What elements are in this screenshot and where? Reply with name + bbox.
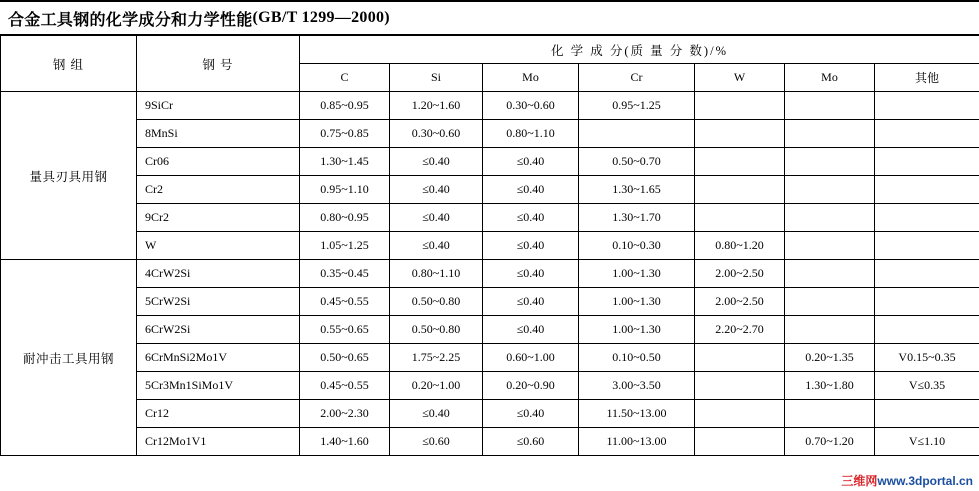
cell-mo-1: ≤0.40 (483, 400, 579, 428)
header-element-mo-2: Mo (785, 64, 875, 92)
table-row (1, 428, 979, 456)
header-chemical-composition: 化 学 成 分(质 量 分 数)/% (300, 36, 979, 64)
cell-mo-2 (785, 92, 875, 120)
cell-mo-1: ≤0.40 (483, 288, 579, 316)
table-row (1, 344, 979, 372)
cell-si: 1.20~1.60 (390, 92, 483, 120)
cell-mo-1: ≤0.40 (483, 260, 579, 288)
cell-w (695, 204, 785, 232)
cell-si: ≤0.40 (390, 176, 483, 204)
cell-other (875, 204, 979, 232)
cell-si: ≤0.40 (390, 232, 483, 260)
cell-w (695, 176, 785, 204)
cell-mo-2: 0.70~1.20 (785, 428, 875, 456)
cell-c: 0.45~0.55 (300, 288, 390, 316)
header-element-si: Si (390, 64, 483, 92)
cell-w: 2.00~2.50 (695, 288, 785, 316)
cell-c: 0.35~0.45 (300, 260, 390, 288)
cell-cr: 1.00~1.30 (579, 316, 695, 344)
cell-grade: 9Cr2 (137, 204, 300, 232)
cell-si: 0.50~0.80 (390, 316, 483, 344)
cell-grade: 5CrW2Si (137, 288, 300, 316)
cell-grade: Cr06 (137, 148, 300, 176)
watermark-blue-text: www.3dportal.cn (877, 474, 973, 488)
watermark (841, 472, 973, 489)
table-row (1, 232, 979, 260)
header-element-w: W (695, 64, 785, 92)
table-row (1, 400, 979, 428)
section-label-measuring-cutting-tools: 量具刃具用钢 (1, 92, 137, 260)
cell-mo-2: 1.30~1.80 (785, 372, 875, 400)
cell-other (875, 176, 979, 204)
table-row (1, 92, 979, 120)
cell-mo-2 (785, 204, 875, 232)
header-element-cr: Cr (579, 64, 695, 92)
cell-mo-2 (785, 400, 875, 428)
cell-cr: 0.10~0.30 (579, 232, 695, 260)
cell-c: 0.55~0.65 (300, 316, 390, 344)
cell-other: V≤1.10 (875, 428, 979, 456)
cell-other (875, 92, 979, 120)
table-row (1, 120, 979, 148)
cell-w (695, 428, 785, 456)
cell-c: 0.45~0.55 (300, 372, 390, 400)
cell-other (875, 288, 979, 316)
cell-cr: 11.00~13.00 (579, 428, 695, 456)
cell-c: 0.95~1.10 (300, 176, 390, 204)
table-row (1, 288, 979, 316)
cell-cr: 1.00~1.30 (579, 260, 695, 288)
cell-grade: 6CrMnSi2Mo1V (137, 344, 300, 372)
cell-other (875, 120, 979, 148)
cell-c: 1.30~1.45 (300, 148, 390, 176)
cell-grade: 8MnSi (137, 120, 300, 148)
cell-cr: 0.10~0.50 (579, 344, 695, 372)
cell-grade: Cr12 (137, 400, 300, 428)
cell-mo-2 (785, 148, 875, 176)
cell-other (875, 232, 979, 260)
cell-mo-1: 0.20~0.90 (483, 372, 579, 400)
page-title (0, 2, 979, 35)
cell-mo-1: ≤0.40 (483, 316, 579, 344)
cell-w (695, 92, 785, 120)
cell-cr: 11.50~13.00 (579, 400, 695, 428)
cell-mo-2 (785, 232, 875, 260)
cell-cr: 3.00~3.50 (579, 372, 695, 400)
table-row (1, 372, 979, 400)
cell-other: V0.15~0.35 (875, 344, 979, 372)
table-header-row-top (1, 36, 979, 64)
cell-mo-1: ≤0.40 (483, 232, 579, 260)
cell-c: 0.85~0.95 (300, 92, 390, 120)
header-steel-group: 钢 组 (1, 36, 137, 92)
table-row (1, 260, 979, 288)
cell-other (875, 316, 979, 344)
cell-cr: 0.50~0.70 (579, 148, 695, 176)
cell-c: 2.00~2.30 (300, 400, 390, 428)
cell-c: 0.50~0.65 (300, 344, 390, 372)
cell-mo-1: 0.80~1.10 (483, 120, 579, 148)
cell-w: 2.20~2.70 (695, 316, 785, 344)
cell-mo-1: ≤0.40 (483, 176, 579, 204)
cell-w (695, 344, 785, 372)
cell-mo-1: 0.60~1.00 (483, 344, 579, 372)
cell-mo-1: ≤0.60 (483, 428, 579, 456)
cell-grade: 5Cr3Mn1SiMo1V (137, 372, 300, 400)
cell-other (875, 148, 979, 176)
cell-si: ≤0.40 (390, 148, 483, 176)
cell-mo-1: ≤0.40 (483, 148, 579, 176)
cell-grade: W (137, 232, 300, 260)
cell-w (695, 372, 785, 400)
cell-si: 0.50~0.80 (390, 288, 483, 316)
cell-mo-1: ≤0.40 (483, 204, 579, 232)
cell-mo-2 (785, 176, 875, 204)
header-element-c: C (300, 64, 390, 92)
cell-c: 1.05~1.25 (300, 232, 390, 260)
table-row (1, 148, 979, 176)
cell-other: V≤0.35 (875, 372, 979, 400)
cell-si: ≤0.60 (390, 428, 483, 456)
table-row (1, 204, 979, 232)
cell-other (875, 260, 979, 288)
cell-c: 0.75~0.85 (300, 120, 390, 148)
cell-grade: Cr2 (137, 176, 300, 204)
cell-mo-2 (785, 316, 875, 344)
cell-c: 0.80~0.95 (300, 204, 390, 232)
cell-mo-2 (785, 260, 875, 288)
cell-grade: 9SiCr (137, 92, 300, 120)
cell-grade: Cr12Mo1V1 (137, 428, 300, 456)
cell-si: 1.75~2.25 (390, 344, 483, 372)
cell-c: 1.40~1.60 (300, 428, 390, 456)
title-text: 合金工具钢的化学成分和力学性能 (8, 11, 253, 29)
cell-si: 0.80~1.10 (390, 260, 483, 288)
cell-cr: 1.00~1.30 (579, 288, 695, 316)
title-standard: (GB/T 1299—2000) (252, 9, 390, 26)
watermark-red-text: 三维网 (841, 474, 878, 488)
header-element-other: 其他 (875, 64, 979, 92)
cell-mo-2 (785, 288, 875, 316)
table-row (1, 176, 979, 204)
cell-cr: 1.30~1.65 (579, 176, 695, 204)
header-steel-grade: 钢 号 (137, 36, 300, 92)
alloy-tool-steel-table (0, 35, 979, 456)
cell-w: 0.80~1.20 (695, 232, 785, 260)
cell-si: ≤0.40 (390, 204, 483, 232)
cell-si: 0.20~1.00 (390, 372, 483, 400)
cell-si: 0.30~0.60 (390, 120, 483, 148)
cell-cr: 1.30~1.70 (579, 204, 695, 232)
table-row (1, 316, 979, 344)
cell-grade: 6CrW2Si (137, 316, 300, 344)
cell-mo-2: 0.20~1.35 (785, 344, 875, 372)
cell-mo-1: 0.30~0.60 (483, 92, 579, 120)
cell-w: 2.00~2.50 (695, 260, 785, 288)
header-element-mo-1: Mo (483, 64, 579, 92)
cell-cr (579, 120, 695, 148)
cell-cr: 0.95~1.25 (579, 92, 695, 120)
cell-mo-2 (785, 120, 875, 148)
cell-w (695, 400, 785, 428)
cell-other (875, 400, 979, 428)
cell-w (695, 148, 785, 176)
cell-si: ≤0.40 (390, 400, 483, 428)
cell-w (695, 120, 785, 148)
cell-grade: 4CrW2Si (137, 260, 300, 288)
section-label-impact-resistant-tools: 耐冲击工具用钢 (1, 260, 137, 456)
